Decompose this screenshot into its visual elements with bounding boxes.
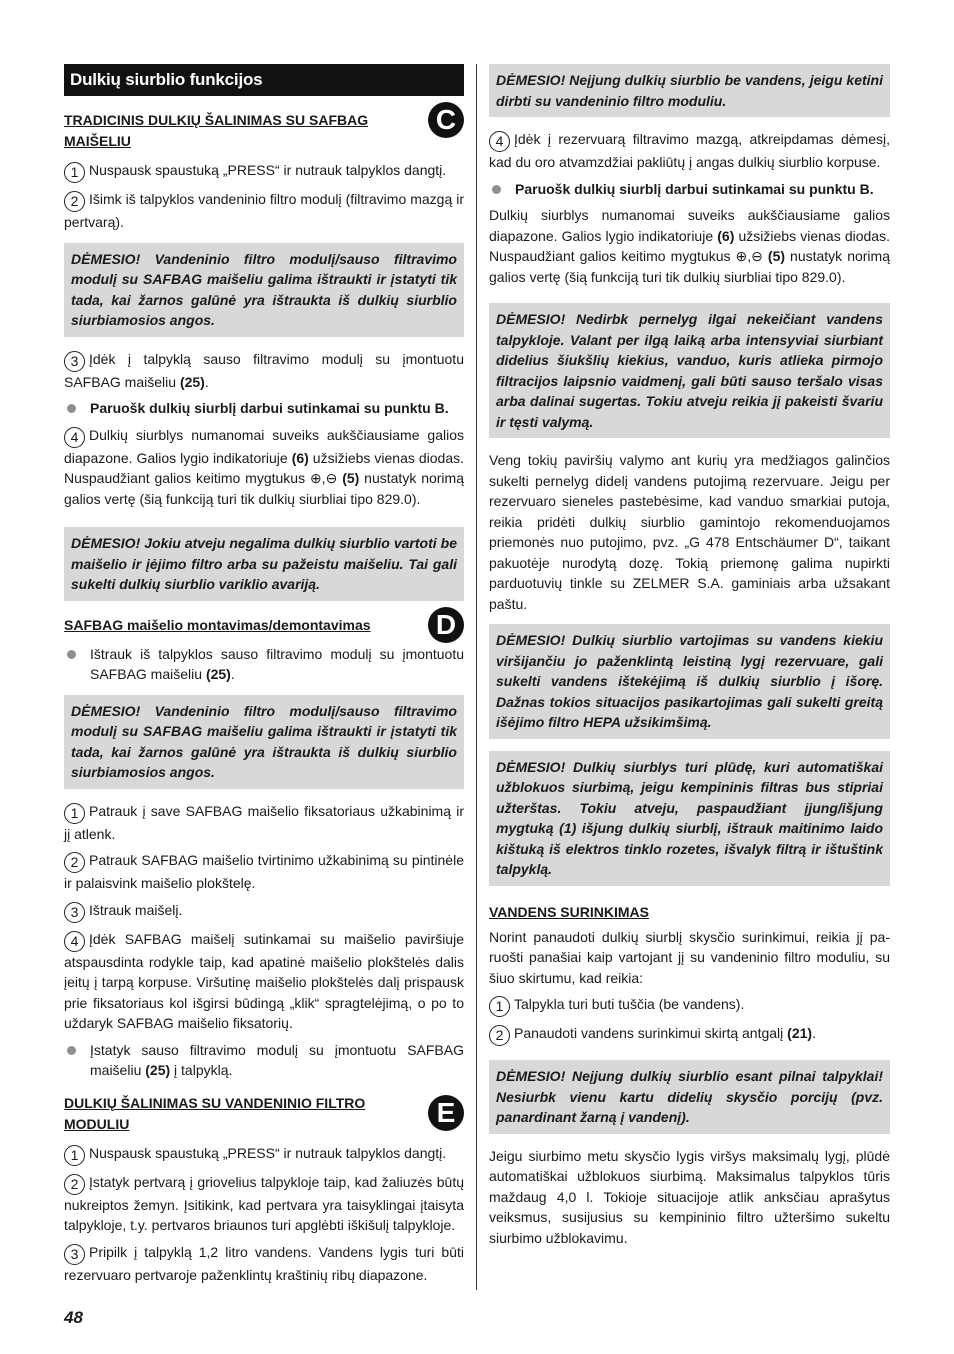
step-number: 4 [489, 131, 510, 152]
warning-note-3: DĖMESIO! Vandeninio filtro modulį/sauso filtravimo modulį su SAFBAG maišeliu galima ištraukti ir įstatyti tik tada, kai žarnos galūnė yra ištraukta iš dulkių siurblio siurbiamosios angos. [64, 695, 464, 789]
step-number: 3 [64, 902, 85, 923]
step-number: 1 [64, 1145, 85, 1166]
column-divider [476, 64, 477, 1290]
step-number: 3 [64, 351, 85, 372]
ref-25: (25) [145, 1062, 171, 1078]
step-number: 3 [64, 1244, 85, 1265]
d-step-3-text: Ištrauk maišelį. [89, 901, 183, 918]
warning-note-1: DĖMESIO! Vandeninio filtro modulį/sauso filtravimo modulį su SAFBAG maišeliu galima ištraukti ir įstatyti tik tada, kai žarnos galūnė yra ištraukta iš dulkių siurblio siurbiamosios angos. [64, 243, 464, 337]
d-step-4-text: Įdėk SAFBAG maišelį sutinkamai su maišelio paviršiuje atspausdinta rodykle taip, kad apatinė maišelio plokštelės dalis įeitų į tarpą korpuse. Viršutinę maišelio plokštelės dalį prispausk prie fiksatoriaus kol išgirsi būdingą „klik“ spragtelėjimą, o po to uždaryk SAFBAG maišelio fiksatorių. [64, 930, 464, 1031]
c-step-4-text-c: užsižiebs vienas diodas. Nuspaudžiant galios keitimo mygtukus [64, 449, 464, 486]
d-bullet-2 [64, 1040, 464, 1081]
badge-d: D [428, 607, 464, 643]
section-title: Dulkių siurblio funkcijos [64, 64, 464, 96]
c-step-4 [64, 425, 464, 510]
d-bullet-1-end: . [230, 666, 235, 682]
subhead-c-text: TRADICINIS DULKIŲ ŠALINIMAS SU SAFBAG MAIŠELIU [64, 112, 369, 149]
c-step-1-text: Nuspausk spaustuką „PRESS“ ir nutrauk talpyklos dangtį. [89, 162, 447, 178]
d-step-3 [64, 900, 464, 923]
subhead-e [64, 1093, 464, 1135]
badge-e: E [428, 1095, 464, 1131]
d-step-1-text: Patrauk į save SAFBAG maišelio fiksatoriaus užkabinimą ir jį atlenk. [64, 802, 464, 842]
c-bullet: Paruošk dulkių siurblį darbui sutinkamai su punktu B. [64, 398, 464, 419]
d-step-1 [64, 801, 464, 845]
e-step-2 [64, 1172, 464, 1236]
c-step-4-text-a: Dulkių siurblys numanomai suveiks aukščiausiame galios diapazone. Galios lygio indikatoriuje [64, 426, 464, 466]
warning-note-r3: DĖMESIO! Dulkių siurblio vartojimas su vandens kiekiu viršijančiu jo paženklintą leistiną lygį rezervuare, gali sukelti vandens ištekėjimą iš dulkių siurblio į išorę. Dažnas tokios situacijos pasikartojimas gali sukelti greitą išėjimo filtro HEPA užsikimšimą. [489, 624, 890, 739]
v-step-1 [489, 994, 890, 1017]
warning-note-r1: DĖMESIO! Neįjung dulkių siurblio be vandens, jeigu ketini dirbti su vandeninio filtro moduliu. [489, 64, 890, 117]
c-step-4-text-e: nustatyk norimą galios vertę (šią funkciją turi tik dulkių siurbliai tipo 829.0). [64, 470, 464, 507]
ref-25: (25) [179, 373, 205, 390]
c-step-3-end: . [204, 373, 209, 390]
badge-c: C [428, 102, 464, 138]
v-step-1-text: Talpykla turi buti tuščia (be vandens). [514, 996, 745, 1012]
r-bullet: Paruošk dulkių siurblį darbui sutinkamai su punktu B. [489, 179, 890, 200]
d-step-2-text: Patrauk SAFBAG maišelio tvirtinimo užkabinimą su pintinėle ir palaisvink maišelio plokštelę. [64, 852, 464, 891]
c-step-2-text: Išimk iš talpyklos vandeninio filtro modulį (filtravimo mazgą ir pertvarą). [64, 191, 464, 230]
r-step-4 [489, 129, 890, 173]
step-number: 2 [64, 852, 85, 873]
step-number: 4 [64, 427, 85, 448]
plus-minus-icon: ⊕,⊖ [309, 470, 338, 486]
right-column [489, 64, 890, 1254]
d-bullet-1-text: Ištrauk iš talpyklos sauso filtravimo modulį su įmontuotu SAFBAG maišeliu [90, 645, 464, 682]
subhead-e-text: DULKIŲ ŠALINIMAS SU VANDENINIO FILTRO MODULIU [64, 1094, 366, 1132]
e-step-2-text: Įstatyk pertvarą į griovelius talpykloje taip, kad žaliuzės būtų nukreiptos žemyn. Įsitikink, kad pertvara yra taisyklingai įtaisyta talpykloje, t.y. pertvaros briaunos turi apglėbti iškišulį talpykloje. [64, 1173, 464, 1233]
r-para-4: Jeigu siurbimo metu skysčio lygis viršys maksimalų lygį, plūdė automatiškai užblokuos siurbimą. Maksimalus talpyklos tūris maždaug 4,0 l. Tokioje situacijoje atlik anksčiau aprašytus veiksmus, susijusius su kempininio filtro užteršimo sukeltu siurbimo užblokavimu. [489, 1147, 890, 1246]
ref-6: (6) [291, 449, 309, 466]
r-para-1 [489, 205, 890, 287]
subhead-vandens [489, 902, 890, 923]
r-step-4-text: Įdėk į rezervuarą filtravimo mazgą, atkreipdamas dėmesį, kad du oro atvamzdžiai pakliūtų į angas dulkių siurblio korpuse. [489, 131, 890, 170]
warning-note-2: DĖMESIO! Jokiu atveju negalima dulkių siurblio vartoti be maišelio ir įėjimo filtro arba su pažeistu maišeliu. Tai gali sukelti dulkių siurblio variklio avariją. [64, 527, 464, 601]
step-number: 4 [64, 931, 85, 952]
r-para-1-a: Dulkių siurblys numanomai suveiks aukščiausiame galios diapazone. Galios lygio indikatoriuje [489, 207, 890, 244]
v-step-2-text: Panaudoti vandens surinkimui skirtą antgalį [514, 1025, 788, 1041]
ref-5: (5) [342, 470, 360, 486]
step-number: 1 [489, 996, 510, 1017]
step-number: 2 [489, 1025, 510, 1046]
step-number: 2 [64, 1174, 85, 1195]
d-step-2 [64, 850, 464, 894]
d-bullet-1 [64, 644, 464, 685]
ref-6: (6) [717, 227, 735, 244]
e-step-1 [64, 1143, 464, 1166]
d-step-4 [64, 929, 464, 1034]
r-para-1-e: nustatyk norimą galios vertę (šią funkciją turi tik dulkių siurbliai tipo 829.0). [489, 248, 890, 285]
subhead-vandens-text: VANDENS SURINKIMAS [489, 903, 649, 920]
page-number: 48 [64, 1308, 83, 1327]
r-para-2: Veng tokių paviršių valymo ant kurių yra medžiagos galinčios sukelti pernelyg didelį vandens putojimą rezervuare. Jeigu per rezervuaro sieneles pastebėsime, kad vanduo smarkiai putoja, reikia pridėti dulkių siurblio gamintojo rekomenduojamos priemonės nuo putojimo, pvz. „G 478 Entschäumer D“, taikant pakuotėje nurodytą dozę. Tokią priemonę galima nupirkti parduotuvių tinkle su ZELMER S.A. gaminiais arba užsakant paštu. [489, 452, 890, 612]
d-bullet-2-end: į talpyklą. [170, 1062, 233, 1078]
c-step-2 [64, 189, 464, 233]
plus-minus-icon: ⊕,⊖ [735, 248, 763, 264]
subhead-c [64, 104, 464, 152]
subhead-d [64, 608, 464, 640]
step-number: 1 [64, 803, 85, 824]
warning-note-r4: DĖMESIO! Dulkių siurblys turi plūdę, kuri automatiškai užblokuos siurbimą, jeigu kempininis filtras bus stipriai užterštas. Tokiu atveju, paspaudžiant įjung/išjung mygtuką (1) išjung dulkių siurblį, ištrauk maitinimo laido kištuką iš elektros tinklo rozetes, išvalyk filtrą ir ištuštink talpyklą. [489, 751, 890, 886]
subhead-d-text: SAFBAG maišelio montavimas/demontavimas [64, 616, 371, 633]
c-step-3-text: Įdėk į talpyklą sauso filtravimo modulį su įmontuotu SAFBAG maišeliu [64, 350, 464, 390]
ref-5: (5) [767, 248, 786, 264]
c-step-1 [64, 160, 464, 183]
r-para-1-c: užsižiebs vienas diodas. Nuspaudžiant galios keitimo mygtukus [489, 227, 890, 264]
v-step-2-end: . [812, 1025, 816, 1041]
e-step-3 [64, 1242, 464, 1286]
r-para-3: Norint panaudoti dulkių siurblį skysčio surinkimui, reikia jį paruošti panašiai kaip vartojant jį su vandeninio filtro moduliu, su šiuo skirtumu, kad reikia: [489, 928, 890, 986]
step-number: 2 [64, 191, 85, 212]
warning-note-r2: DĖMESIO! Nedirbk pernelyg ilgai nekeičiant vandens talpykloje. Valant per ilgą laiką arba intensyviai siurbiant didelius šiukšlių kiekius, vanduo, kuris atlieka pirmojo filtracijos laipsnio vaidmenį, gali būti sauso teršalo visas arba dalinai sugertas. Tokiu atveju reikia jį pakeisti švariu ir tęsti valymą. [489, 303, 890, 438]
step-number: 1 [64, 162, 85, 183]
ref-21: (21) [787, 1025, 813, 1041]
d-bullet-2-text: Įstatyk sauso filtravimo modulį su įmontuotu SAFBAG maišeliu [90, 1041, 464, 1078]
e-step-3-text: Pripilk į talpyklą 1,2 litro vandens. Vandens lygis turi būti rezervuaro pertvaroje paženklintų kraštinių ribų diapazone. [64, 1243, 464, 1283]
warning-note-r5: DĖMESIO! Neįjung dulkių siurblio esant pilnai talpyklai! Nesiurbk vienu kartu didelių skysčio porcijų (pvz. panardinant žarną į vandenį). [489, 1060, 890, 1134]
e-step-1-text: Nuspausk spaustuką „PRESS“ ir nutrauk talpyklos dangtį. [89, 1144, 447, 1161]
c-step-3 [64, 349, 464, 393]
ref-25: (25) [205, 666, 231, 682]
left-column [64, 64, 464, 1291]
v-step-2 [489, 1023, 890, 1046]
